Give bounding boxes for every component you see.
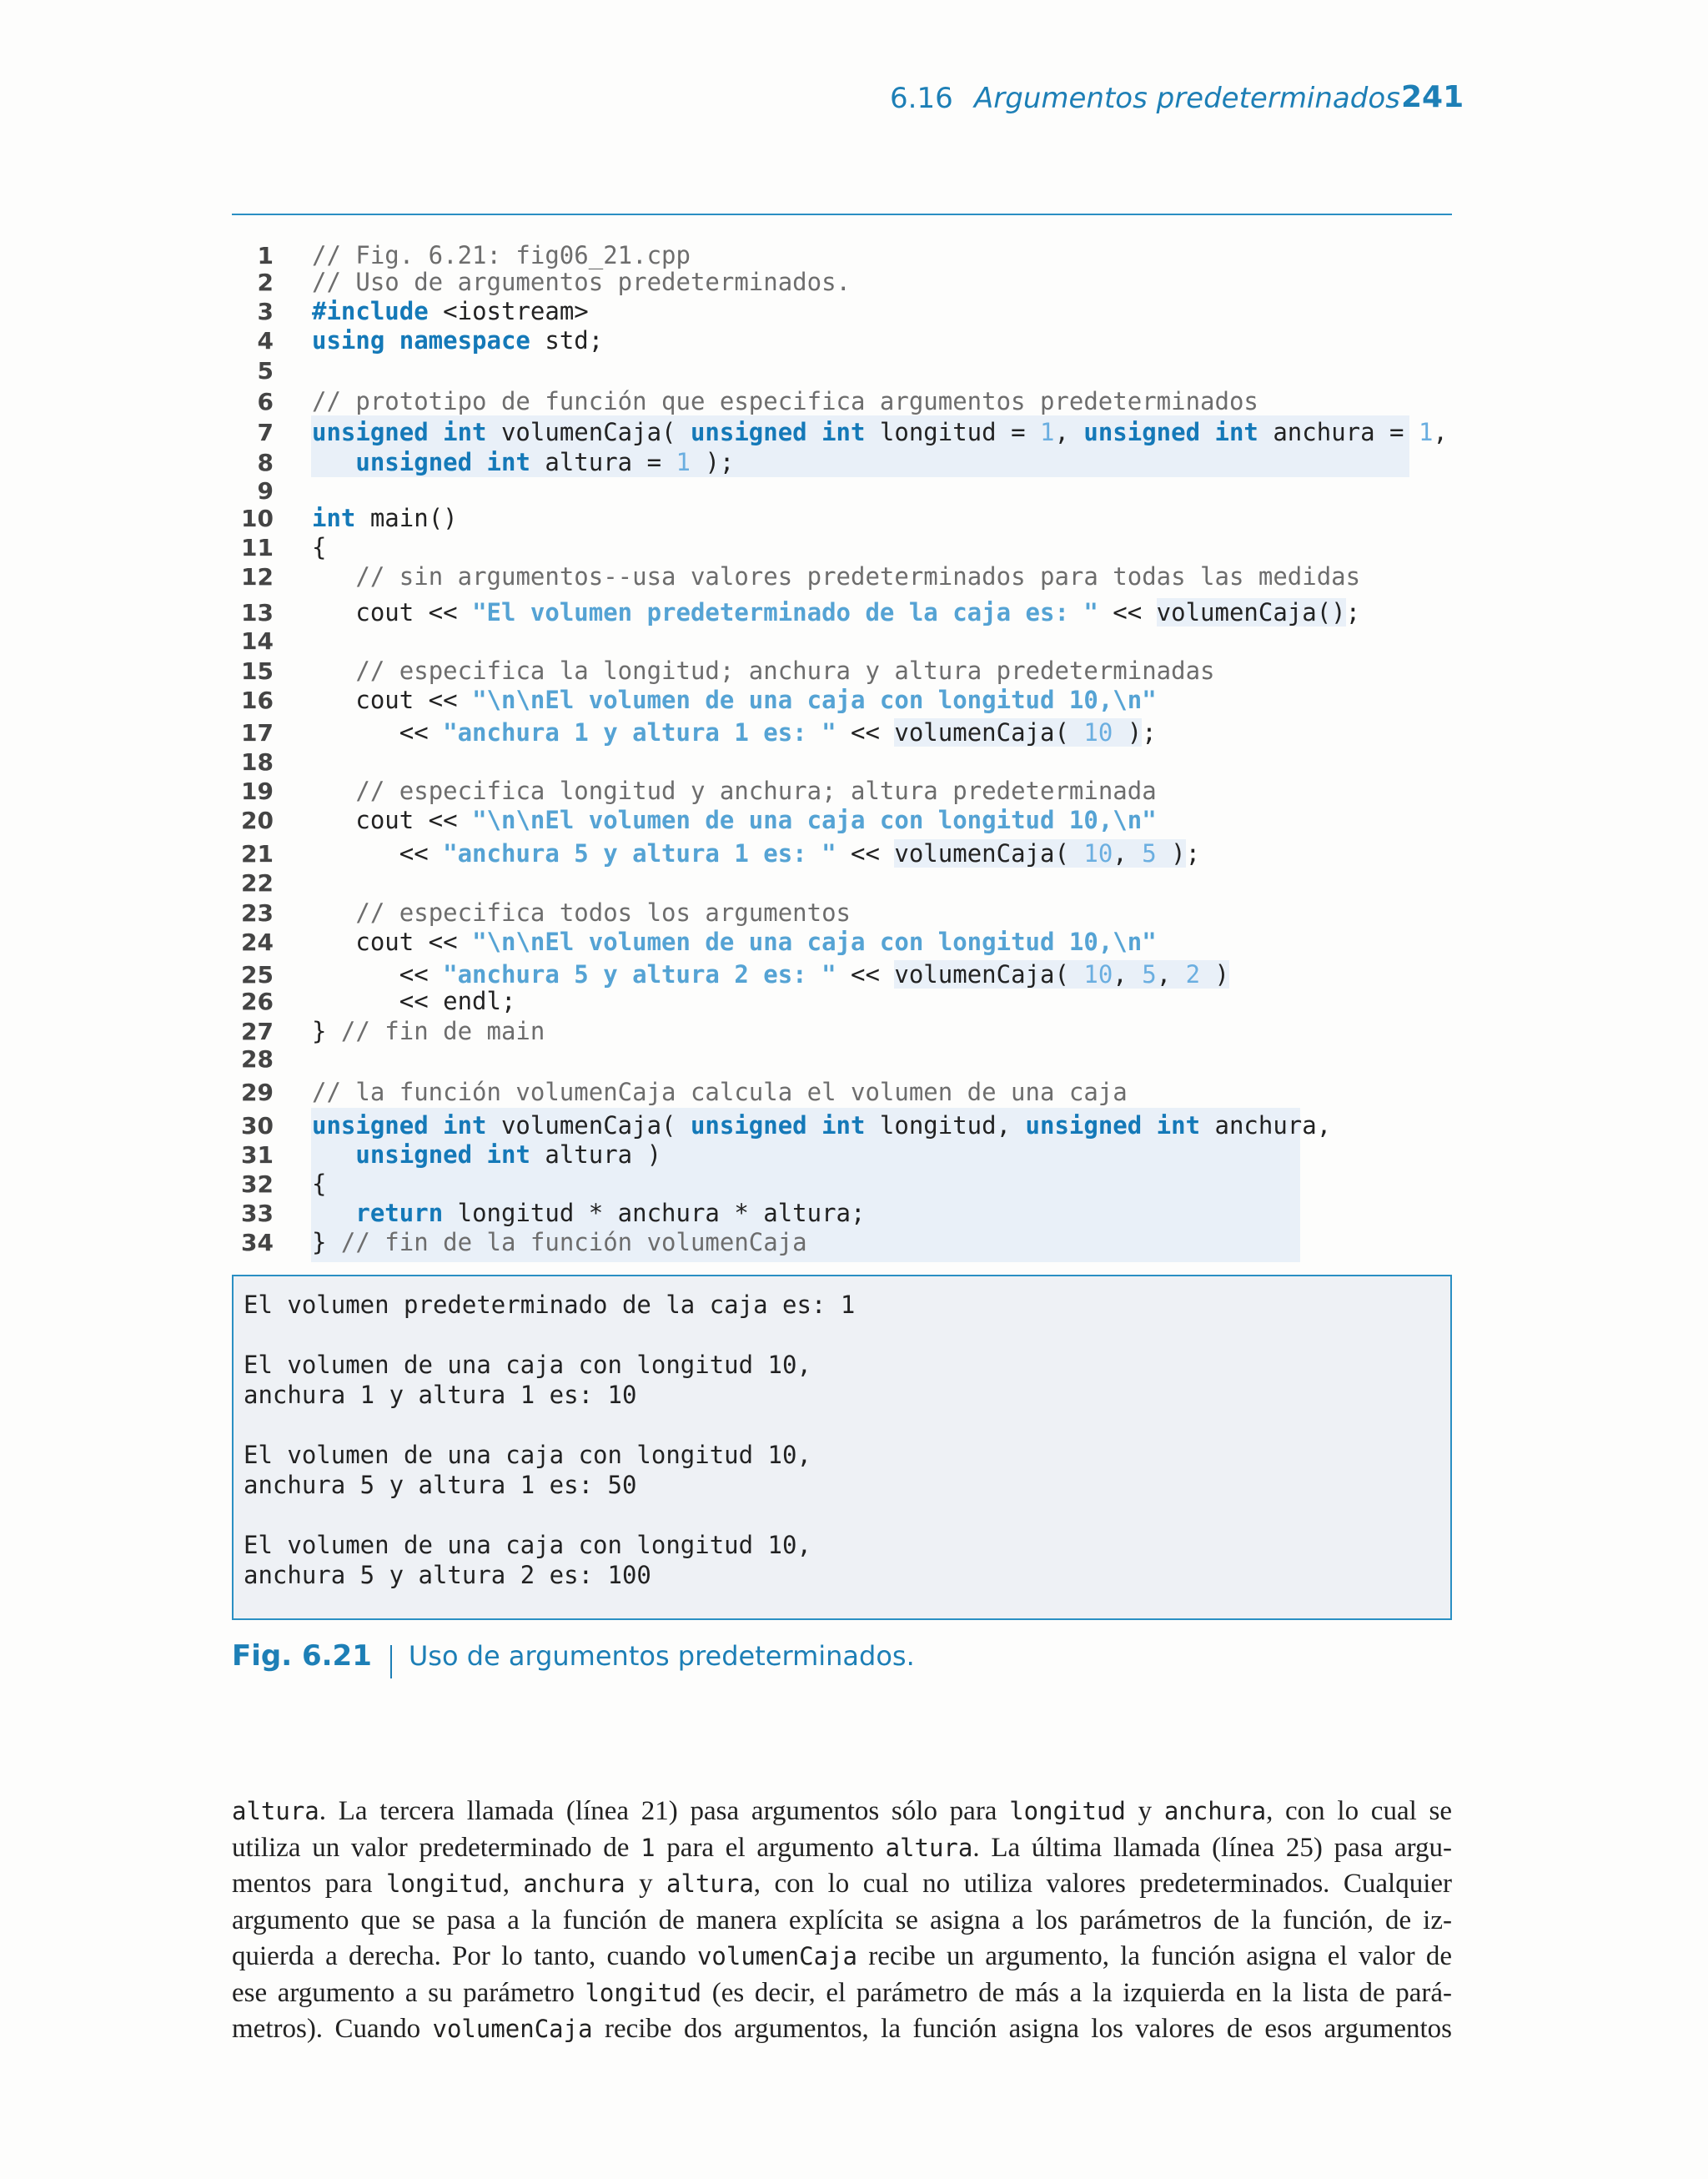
code-line [232, 1016, 545, 1046]
output-line: El volumen de una caja con longitud 10, [244, 1441, 811, 1469]
inline-code: longitud [386, 1870, 503, 1898]
code-line [232, 1110, 1331, 1140]
inline-code: longitud [1009, 1797, 1126, 1825]
section-title: Argumentos predeterminados [974, 82, 1400, 115]
code-token: volumenCaja( [894, 839, 1084, 868]
output-line: anchura 5 y altura 2 es: 100 [244, 1561, 651, 1589]
code-token [312, 777, 355, 805]
code-token: <iostream> [428, 297, 589, 325]
output-line: El volumen de una caja con longitud 10, [244, 1531, 811, 1559]
body-text-run: argumento que se pasa a la función de manera explícita se asigna a los parámetros de la función, de iz- [232, 1905, 1452, 1935]
code-token: { [312, 1170, 327, 1198]
body-text-run: . La última llamada (línea 25) pasa argu- [972, 1832, 1453, 1863]
body-line [232, 1830, 1452, 1866]
code-token: unsigned int [690, 418, 866, 446]
body-text-run: mentos para [232, 1869, 387, 1899]
code-token: longitud * anchura * altura; [443, 1199, 866, 1227]
code-token: << [836, 839, 895, 868]
code-token [312, 448, 355, 476]
inline-code: 1 [640, 1833, 656, 1862]
body-line [232, 2011, 1452, 2047]
code-token: // especifica longitud y anchura; altura predeterminada [355, 777, 1157, 805]
code-text [312, 241, 691, 269]
code-text [312, 598, 1360, 627]
line-number: 24 [241, 928, 274, 956]
body-text-run: quierda a derecha. Por lo tanto, cuando [232, 1941, 697, 1971]
code-token: // sin argumentos--usa valores predeterminados para todas las medidas [355, 562, 1361, 591]
code-token: 10 [1083, 839, 1113, 868]
code-token: 10 [1083, 718, 1113, 747]
code-token: ) [1200, 960, 1229, 989]
code-token: altura = [530, 448, 676, 476]
code-token: << [312, 718, 444, 747]
body-text-run: para el argumento [655, 1832, 886, 1863]
code-token: 1 [676, 448, 691, 476]
line-number: 1 [257, 242, 274, 269]
code-line [232, 561, 1360, 591]
body-text-run: utiliza un valor predeterminado de [232, 1832, 641, 1863]
code-line [232, 447, 734, 477]
code-token: ; [1142, 718, 1157, 747]
body-text-run: recibe dos argumentos, la función asigna los valores de esos argumentos [592, 2014, 1452, 2044]
line-number: 4 [257, 327, 274, 355]
code-token: , [1156, 960, 1186, 989]
code-text [312, 898, 851, 927]
code-token: "anchura 1 y altura 1 es: " [443, 718, 836, 747]
line-number: 9 [257, 477, 274, 505]
body-text-run: recibe un argumento, la función asigna el valor de [857, 1941, 1452, 1971]
line-number: 32 [241, 1170, 274, 1198]
code-token: << [312, 839, 444, 868]
code-token: volumenCaja() [1156, 598, 1346, 627]
code-token: "anchura 5 y altura 2 es: " [443, 960, 836, 989]
code-token: unsigned int [1025, 1111, 1201, 1140]
code-line [232, 685, 1157, 715]
program-output [232, 1275, 1452, 1620]
caption-divider [390, 1645, 392, 1678]
line-number: 5 [257, 357, 274, 385]
code-token: anchura, [1200, 1111, 1332, 1140]
code-text [312, 562, 1360, 591]
code-token: , [1113, 960, 1143, 989]
code-token: , [1054, 418, 1084, 446]
line-number: 21 [241, 840, 274, 868]
inline-code: altura [666, 1870, 754, 1898]
body-line [232, 1939, 1452, 1975]
inline-code: altura [232, 1797, 319, 1825]
body-text-run: ese argumento a su parámetro [232, 1977, 585, 2008]
code-token: longitud = [865, 418, 1040, 446]
line-number: 18 [241, 748, 274, 776]
code-text [312, 839, 1200, 868]
code-token: "\n\nEl volumen de una caja con longitud 10,\n" [472, 686, 1157, 714]
code-line [232, 532, 326, 562]
line-number: 14 [241, 627, 274, 655]
code-token [312, 1140, 355, 1169]
code-text [312, 1228, 807, 1256]
code-line [232, 776, 1157, 806]
code-token: // la función volumenCaja calcula el volumen de una caja [312, 1078, 1128, 1106]
code-token: , [1433, 418, 1448, 446]
code-token: // especifica la longitud; anchura y altura predeterminadas [355, 657, 1215, 685]
code-line [232, 1169, 326, 1199]
code-token: // prototipo de función que especifica argumentos predeterminados [312, 387, 1258, 415]
body-text-run: . La tercera llamada (línea 21) pasa argumentos sólo para [319, 1796, 1010, 1826]
code-text [312, 718, 1157, 747]
line-number: 30 [241, 1112, 274, 1140]
code-token: unsigned int [690, 1111, 866, 1140]
code-token: << [1098, 598, 1157, 627]
code-token: 1 [1039, 418, 1055, 446]
line-number: 22 [241, 869, 274, 897]
code-token: ); [690, 448, 735, 476]
code-token: int [312, 504, 356, 532]
code-line [232, 927, 1157, 957]
code-line [232, 267, 851, 297]
body-text-run: , [502, 1869, 524, 1899]
line-number: 11 [241, 534, 274, 561]
inline-code: anchura [1163, 1797, 1267, 1825]
output-line: anchura 5 y altura 1 es: 50 [244, 1471, 637, 1499]
line-number: 2 [257, 269, 274, 296]
code-token: "\n\nEl volumen de una caja con longitud 10,\n" [472, 928, 1157, 956]
code-text [312, 1170, 326, 1198]
code-token: // especifica todos los argumentos [355, 898, 851, 927]
code-line [232, 986, 515, 1016]
code-text [312, 1111, 1331, 1140]
code-line [232, 626, 312, 656]
code-text [312, 326, 603, 355]
code-line [232, 868, 312, 898]
code-text [312, 1140, 661, 1169]
line-number: 16 [241, 687, 274, 714]
code-line [232, 1077, 1128, 1107]
code-line [232, 1227, 807, 1257]
code-token: { [312, 533, 327, 561]
code-token: altura ) [530, 1140, 662, 1169]
code-token: << [836, 960, 895, 989]
line-number: 15 [241, 657, 274, 685]
code-text [312, 1199, 865, 1227]
code-text [312, 533, 326, 561]
code-line [232, 747, 312, 777]
code-token: using namespace [312, 326, 530, 355]
line-number: 31 [241, 1141, 274, 1169]
output-line: anchura 1 y altura 1 es: 10 [244, 1381, 637, 1409]
code-token: << [312, 960, 444, 989]
code-token: main() [355, 504, 458, 532]
line-number: 27 [241, 1018, 274, 1045]
section-number: 6.16 [890, 82, 953, 115]
code-line [232, 1198, 865, 1228]
code-token [312, 562, 355, 591]
inline-code: volumenCaja [696, 1942, 858, 1970]
code-token: longitud, [865, 1111, 1026, 1140]
line-number: 17 [241, 719, 274, 747]
line-number: 33 [241, 1200, 274, 1227]
code-token: unsigned int [1083, 418, 1258, 446]
code-token: 5 [1142, 839, 1157, 868]
line-number: 13 [241, 599, 274, 627]
code-token: volumenCaja( [894, 960, 1084, 989]
body-line [232, 1903, 1452, 1939]
inline-code: altura [885, 1833, 973, 1862]
line-number: 26 [241, 988, 274, 1015]
figure-label: Fig. 6.21 [232, 1639, 372, 1673]
line-number: 19 [241, 777, 274, 805]
line-number: 10 [241, 505, 274, 532]
code-text [312, 657, 1215, 685]
code-text [312, 504, 458, 532]
line-number: 34 [241, 1229, 274, 1256]
code-text [312, 448, 734, 476]
code-token: // Fig. 6.21: fig06_21.cpp [312, 241, 691, 269]
line-number: 12 [241, 563, 274, 591]
code-line [232, 717, 1157, 747]
code-token: cout << [312, 806, 473, 834]
code-token: } [312, 1228, 341, 1256]
code-line [232, 805, 1157, 835]
code-token: 10 [1083, 960, 1113, 989]
code-text [312, 928, 1157, 956]
code-token: ; [1345, 598, 1361, 627]
code-text [312, 1078, 1128, 1106]
page-number: 241 [1401, 80, 1464, 114]
code-token: ) [1113, 718, 1143, 747]
code-token: << endl; [312, 987, 516, 1015]
code-listing [232, 224, 1452, 1262]
body-text-run: , con lo cual se [1266, 1796, 1452, 1826]
code-token: "El volumen predeterminado de la caja es: " [472, 598, 1098, 627]
code-token: volumenCaja( [486, 1111, 691, 1140]
code-line [232, 503, 458, 533]
code-text [312, 297, 589, 325]
code-token: unsigned int [312, 418, 487, 446]
body-text-run: (es decir, el parámetro de más a la izquierda en la lista de pará- [701, 1977, 1453, 2008]
code-token [312, 1199, 355, 1227]
body-line [232, 1794, 1452, 1829]
code-token [312, 898, 355, 927]
line-number: 8 [257, 449, 274, 476]
code-token: << [836, 718, 895, 747]
code-text [312, 418, 1448, 446]
code-token: "\n\nEl volumen de una caja con longitud 10,\n" [472, 806, 1157, 834]
code-line [232, 1140, 661, 1170]
code-line [232, 325, 603, 355]
code-line [232, 656, 1215, 686]
code-line [232, 296, 589, 326]
code-text [312, 777, 1157, 805]
code-line [232, 959, 1229, 989]
code-token: return [355, 1199, 444, 1227]
code-token: 1 [1418, 418, 1434, 446]
code-text [312, 686, 1157, 714]
line-number: 23 [241, 899, 274, 927]
code-token: , [1113, 839, 1143, 868]
body-text-run: , con lo cual no utiliza valores predeterminados. Cualquier [753, 1869, 1452, 1899]
line-number: 7 [257, 419, 274, 446]
output-line: El volumen de una caja con longitud 10, [244, 1351, 811, 1379]
code-token: } [312, 1017, 341, 1045]
line-number: 25 [241, 961, 274, 989]
code-token: // fin de main [340, 1017, 545, 1045]
code-token: anchura = [1258, 418, 1419, 446]
inline-code: volumenCaja [432, 2015, 593, 2043]
output-line: El volumen predeterminado de la caja es: 1 [244, 1291, 856, 1319]
code-line [232, 1044, 312, 1074]
code-token: ) [1156, 839, 1186, 868]
code-text [312, 806, 1157, 834]
inline-code: longitud [585, 1978, 702, 2007]
line-number: 6 [257, 388, 274, 415]
code-token: 2 [1185, 960, 1201, 989]
code-line [232, 417, 1448, 447]
code-token: volumenCaja( [894, 718, 1084, 747]
code-text [312, 987, 515, 1015]
body-line [232, 1866, 1452, 1902]
body-line [232, 1975, 1452, 2011]
code-token: #include [312, 297, 429, 325]
code-line [232, 240, 691, 270]
running-header [0, 80, 1464, 117]
code-token: cout << [312, 686, 473, 714]
code-token [312, 657, 355, 685]
code-text [312, 1017, 545, 1045]
code-text [312, 960, 1229, 989]
code-line [232, 898, 851, 928]
figure-caption [232, 1635, 915, 1677]
code-token: std; [530, 326, 604, 355]
top-rule [232, 214, 1452, 215]
code-text [312, 387, 1258, 415]
line-number: 20 [241, 807, 274, 834]
figure-caption-text: Uso de argumentos predeterminados. [408, 1640, 915, 1672]
body-text-run: metros). Cuando [232, 2014, 433, 2044]
code-token: // Uso de argumentos predeterminados. [312, 268, 851, 296]
line-number: 3 [257, 298, 274, 325]
code-line [232, 838, 1200, 868]
code-line [232, 597, 1360, 627]
code-token: 5 [1142, 960, 1157, 989]
inline-code: anchura [523, 1870, 625, 1898]
code-token: cout << [312, 928, 473, 956]
code-line [232, 386, 1258, 416]
body-text-run: y [1125, 1796, 1164, 1826]
code-token: volumenCaja( [486, 418, 691, 446]
code-line [232, 476, 312, 506]
line-number: 28 [241, 1045, 274, 1073]
code-token: ; [1185, 839, 1201, 868]
code-text [312, 268, 851, 296]
code-token: "anchura 5 y altura 1 es: " [443, 839, 836, 868]
line-number: 29 [241, 1079, 274, 1106]
code-token: unsigned int [312, 1111, 487, 1140]
code-line [232, 355, 312, 385]
code-token: // fin de la función volumenCaja [340, 1228, 807, 1256]
code-token: unsigned int [355, 1140, 530, 1169]
body-text-run: y [625, 1869, 667, 1899]
code-token: cout << [312, 598, 473, 627]
code-token: unsigned int [355, 448, 530, 476]
